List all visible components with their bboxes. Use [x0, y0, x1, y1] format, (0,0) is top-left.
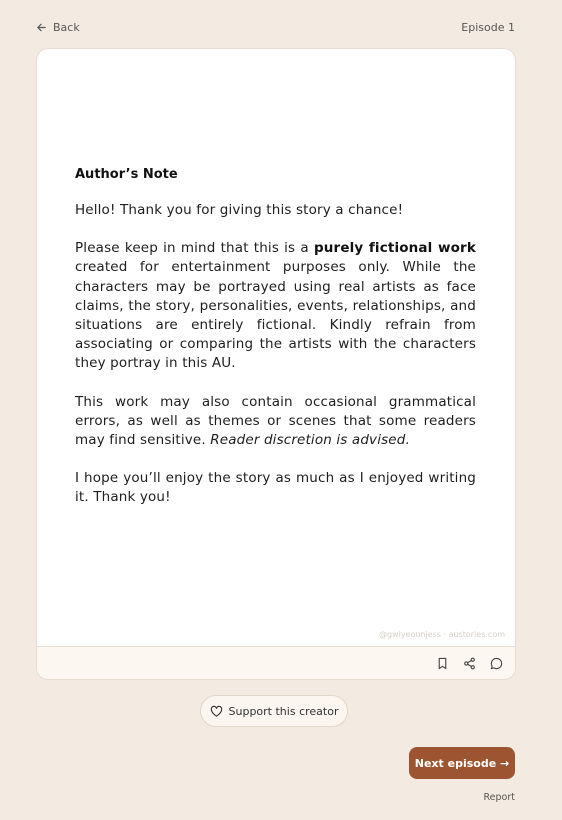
- back-label: Back: [53, 20, 80, 34]
- note-p2-bold: purely fictional work: [313, 240, 476, 257]
- note-paragraph-2: [75, 239, 476, 373]
- card-toolbar: [37, 646, 515, 679]
- note-paragraph-4: I hope you’ll enjoy the story as much as I enjoyed writing it. Thank you!: [75, 470, 476, 506]
- note-title: Author’s Note: [75, 167, 178, 182]
- report-link[interactable]: Report: [483, 792, 515, 803]
- comment-icon[interactable]: [490, 657, 503, 670]
- note-p2-end: created for entertainment purposes only. While the characters may be portrayed using real artists as face claims, the story, personalities, events, relationships, and situations are entirely fictional. Kindly refrain from associating or comparing the artists with the characters they portray in this AU.: [75, 259, 476, 372]
- watermark: @gwiyeounjess · austories.com: [378, 630, 505, 639]
- bookmark-icon[interactable]: [436, 657, 449, 670]
- note-paragraph-3: [75, 393, 476, 451]
- episode-card: [36, 48, 516, 680]
- next-episode-button[interactable]: Next episode →: [409, 747, 515, 779]
- arrow-left-icon: [36, 22, 47, 33]
- heart-icon: [210, 705, 223, 718]
- note-p3-italic: Reader discretion is advised.: [210, 432, 410, 449]
- support-creator-button[interactable]: [200, 695, 348, 727]
- episode-label: Episode 1: [461, 20, 515, 34]
- back-button[interactable]: [36, 21, 80, 34]
- support-label: Support this creator: [228, 704, 339, 718]
- note-paragraph-1: Hello! Thank you for giving this story a chance!: [75, 202, 404, 218]
- share-icon[interactable]: [463, 657, 476, 670]
- note-p3-start: This work may also contain occasional grammatical errors, as well as themes or scenes that some readers may find sensitive.: [75, 393, 476, 449]
- note-p2-start: Please keep in mind that this is a: [75, 240, 314, 257]
- author-note: [75, 167, 476, 527]
- top-bar: [36, 18, 515, 36]
